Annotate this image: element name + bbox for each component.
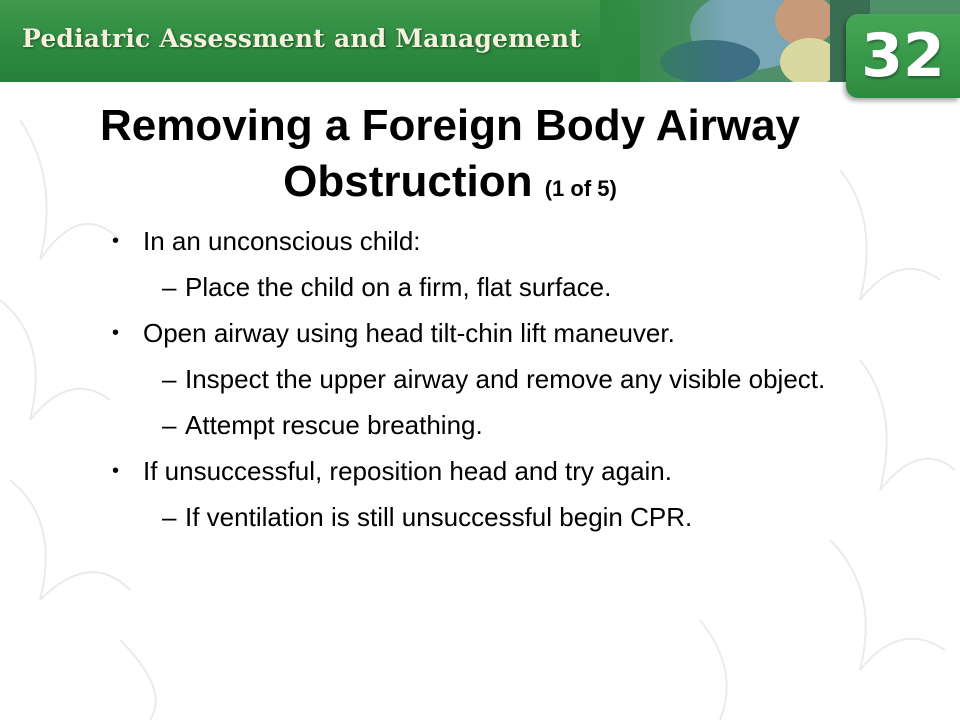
sub-bullet-item [162, 270, 884, 304]
sub-bullet-item [162, 408, 884, 442]
dash-marker: – [162, 410, 177, 440]
bullet-text: If unsuccessful, reposition head and try again. [143, 456, 672, 486]
header-band [0, 0, 960, 82]
header-title: Pediatric Assessment and Management [22, 24, 582, 53]
sub-bullet-item [162, 362, 884, 396]
bullet-text: In an unconscious child: [143, 226, 421, 256]
dash-marker: – [162, 272, 177, 302]
dash-marker: – [162, 502, 177, 532]
bullet-item [104, 454, 884, 488]
sub-bullet-text: Attempt rescue breathing. [185, 410, 483, 440]
sub-bullet-text: Inspect the upper airway and remove any visible object. [185, 364, 826, 394]
chapter-number: 32 [861, 21, 945, 91]
chapter-tab [846, 14, 960, 98]
bullet-item [104, 224, 884, 258]
dash-marker: – [162, 364, 177, 394]
slide-counter: (1 of 5) [544, 176, 617, 201]
sub-bullet-item [162, 500, 884, 534]
sub-bullet-text: If ventilation is still unsuccessful begin CPR. [185, 502, 693, 532]
bullet-marker: • [112, 460, 120, 482]
slide-title [60, 98, 840, 217]
bullet-marker: • [112, 322, 120, 344]
bullet-marker: • [112, 230, 120, 252]
bullet-list [104, 224, 884, 546]
slide-title-main: Removing a Foreign Body Airway Obstruction [99, 101, 801, 206]
sub-bullet-text: Place the child on a firm, flat surface. [185, 272, 612, 302]
bullet-item [104, 316, 884, 350]
bullet-text: Open airway using head tilt-chin lift maneuver. [143, 318, 675, 348]
